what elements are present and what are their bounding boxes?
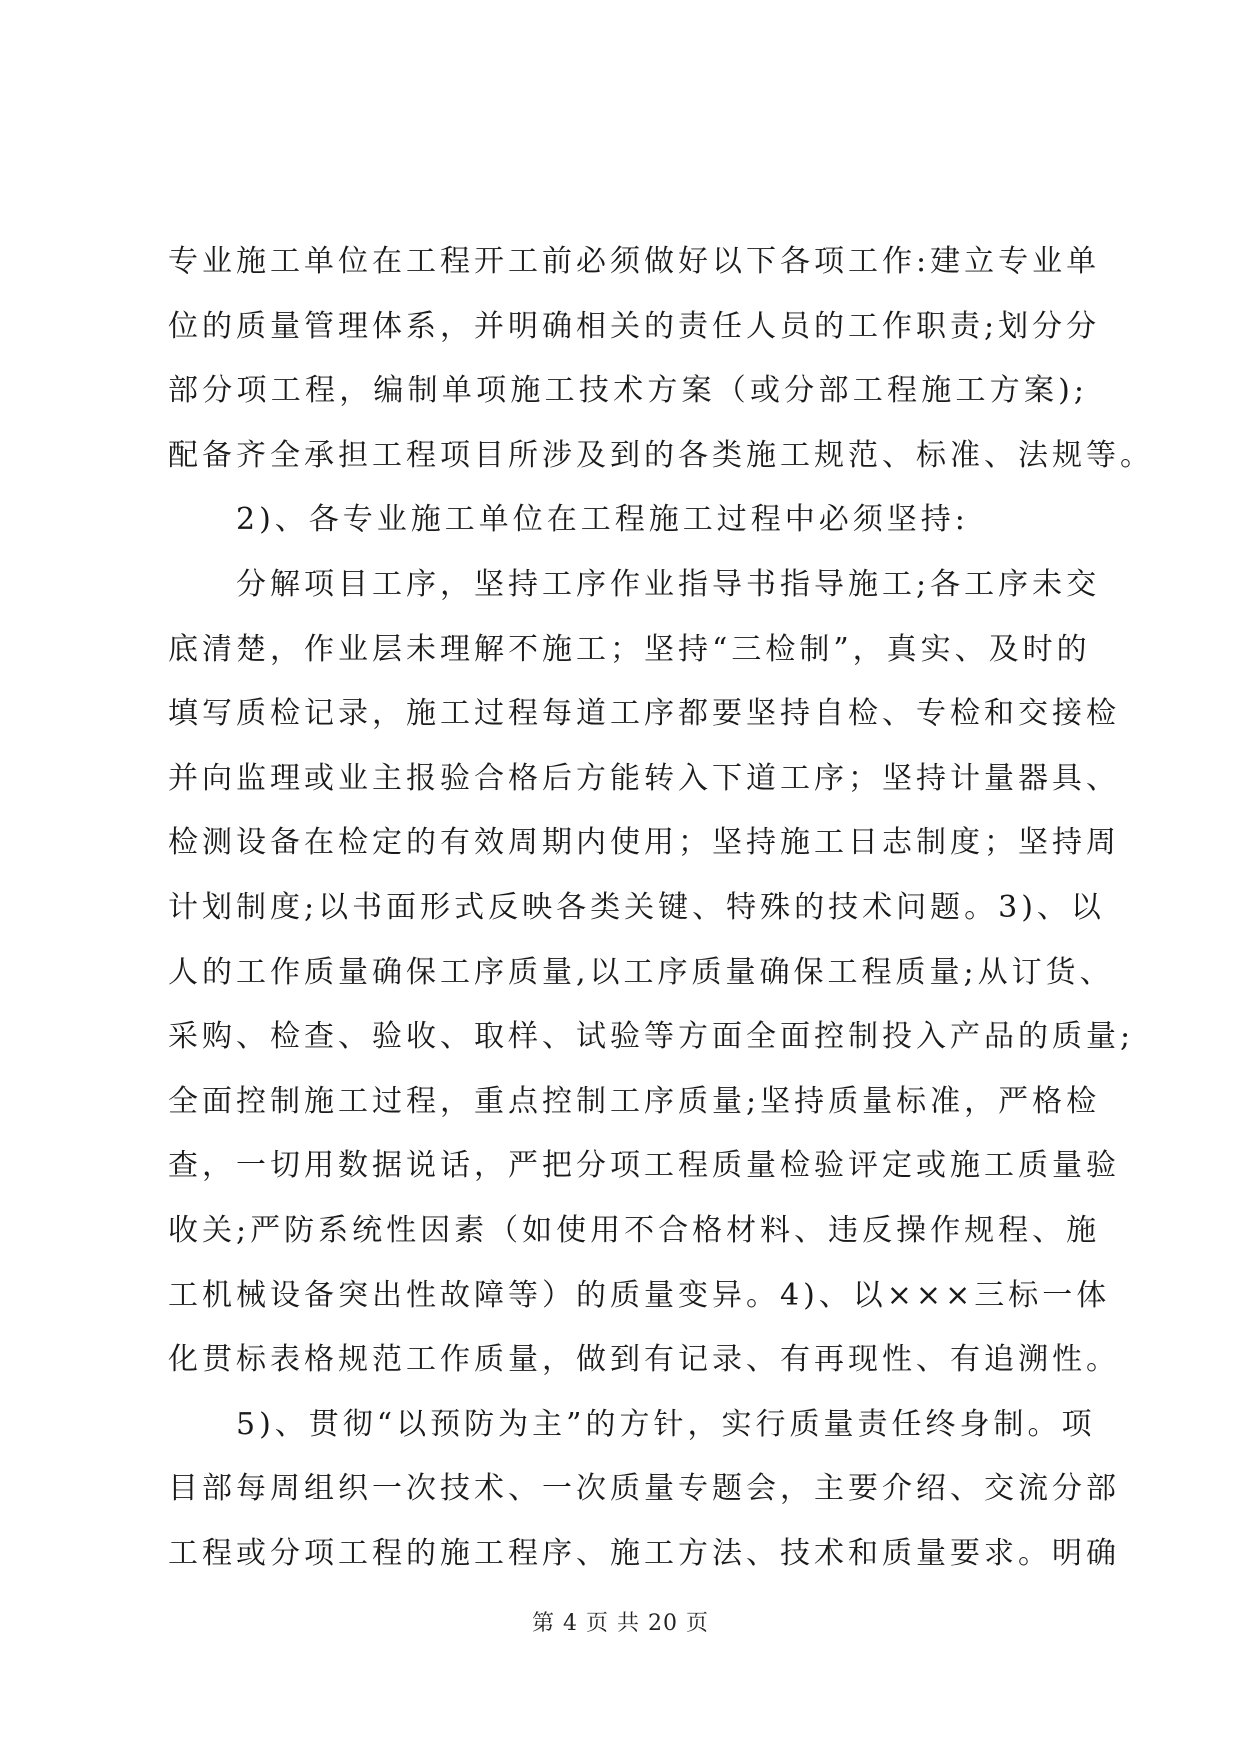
page-number-footer: 第 4 页 共 20 页	[532, 1611, 709, 1636]
text-line: 并向监理或业主报验合格后方能转入下道工序；坚持计量器具、	[168, 760, 1120, 796]
text-line: 全面控制施工过程，重点控制工序质量;坚持质量标准，严格检	[168, 1083, 1101, 1119]
text-line: 采购、检查、验收、取样、试验等方面全面控制投入产品的质量;	[168, 1019, 1135, 1055]
text-line: 分解项目工序，坚持工序作业指导书指导施工;各工序未交	[236, 566, 1101, 602]
text-line: 查，一切用数据说话，严把分项工程质量检验评定或施工质量验	[168, 1148, 1120, 1184]
text-line: 化贯标表格规范工作质量，做到有记录、有再现性、有追溯性。	[168, 1342, 1120, 1378]
text-line: 收关;严防系统性因素（如使用不合格材料、违反操作规程、施	[168, 1212, 1101, 1248]
text-line: 5)、贯彻“以预防为主”的方针，实行质量责任终身制。项	[236, 1406, 1096, 1442]
text-line: 底清楚，作业层未理解不施工；坚持“三检制”，真实、及时的	[168, 631, 1091, 667]
text-line: 部分项工程，编制单项施工技术方案（或分部工程施工方案);	[168, 373, 1088, 409]
text-line: 目部每周组织一次技术、一次质量专题会，主要介绍、交流分部	[168, 1471, 1120, 1507]
text-line: 填写质检记录，施工过程每道工序都要坚持自检、专检和交接检	[168, 696, 1120, 732]
text-line: 工程或分项工程的施工程序、施工方法、技术和质量要求。明确	[168, 1535, 1120, 1571]
text-line: 位的质量管理体系，并明确相关的责任人员的工作职责;划分分	[168, 308, 1101, 344]
text-line: 检测设备在检定的有效周期内使用；坚持施工日志制度；坚持周	[168, 825, 1120, 861]
text-line: 计划制度;以书面形式反映各类关键、特殊的技术问题。3)、以	[168, 889, 1105, 925]
text-line: 2)、各专业施工单位在工程施工过程中必须坚持:	[236, 502, 969, 538]
text-line: 配备齐全承担工程项目所涉及到的各类施工规范、标准、法规等。	[168, 437, 1154, 473]
document-body	[168, 230, 1154, 1586]
text-line: 专业施工单位在工程开工前必须做好以下各项工作:建立专业单	[168, 244, 1101, 279]
text-line: 人的工作质量确保工序质量,以工序质量确保工程质量;从订货、	[168, 954, 1114, 990]
text-line: 工机械设备突出性故障等）的质量变异。4)、以×××三标一体	[168, 1277, 1111, 1313]
